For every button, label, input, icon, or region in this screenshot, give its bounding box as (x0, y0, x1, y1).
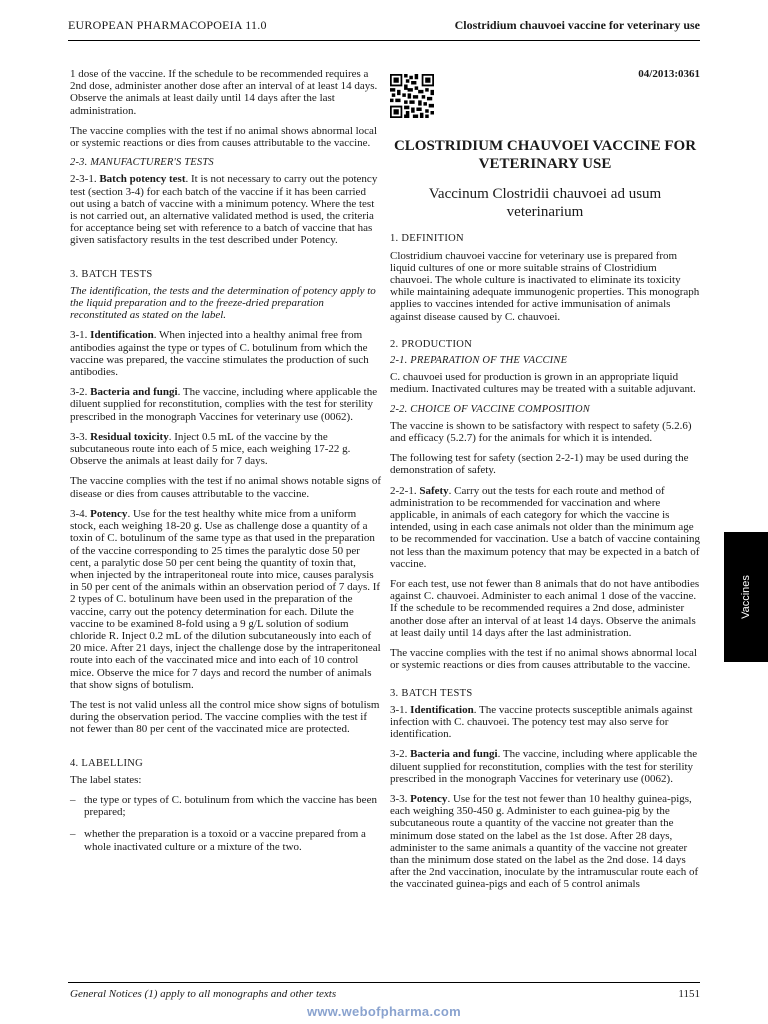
section-heading: 4. LABELLING (70, 757, 144, 769)
header-rule (68, 40, 700, 41)
page-number: 1151 (678, 988, 700, 1000)
monograph-reference: 04/2013:0361 (638, 68, 700, 80)
paragraph: 3-4. Potency. Use for the test healthy white mice from a uniform stock, each weighing 18-20 g. Use as challenge dose a quantity of a toxin of C. botulinum of the same type as that used in the preparation of the vaccine corresponding to 25 times the paralytic dose 50 per cent, a paralytic dose 50 per cent being the quantity of toxin that, when injected by the intraperitoneal route into mice, causes paralysis in 50 per cent of the animals within an observation period of 7 days. If 2 types of C. botulinum have been used in the preparation of the vaccine, carry out the potency determination for each. Dilute the vaccine to be examined 8-fold using a 9 g/L solution of sodium chloride R. Inject 0.2 mL of the dilution subcutaneously into each of 20 mice. After 21 days, inject the challenge dose by the intraperitoneal route into each of the vaccinated mice and into each of 10 control mice. Observe the mice for 7 days and record the number of animals that show signs of botulism. (70, 507, 381, 691)
section-heading: 1. DEFINITION (390, 233, 464, 245)
test-heading: Identification (90, 329, 154, 342)
test-heading: Identification (410, 703, 474, 716)
qr-code-icon (390, 74, 434, 118)
test-heading: Potency (410, 792, 448, 805)
paragraph: The test is not valid unless all the control mice show signs of botulism during the observation period. The vaccine complies with the test if not fewer than 80 per cent of the vaccinated mice are protected. (70, 698, 380, 736)
paragraph: 2-3-1. Batch potency test. It is not necessary to carry out the potency test (section 3-4) for each batch of the vaccine if it has been carried out using a batch of vaccine with a minimum potency. Where the test is not carried out, an alternative validated method is used, the criteria for acceptance being set with reference to a batch of vaccine that has given satisfactory results in the test described under Potency. (70, 173, 378, 247)
paragraph: The vaccine complies with the test if no animal shows notable signs of disease or dies from causes attributable to the vaccine. (70, 475, 381, 500)
paragraph: 1 dose of the vaccine. If the schedule to be recommended requires a 2nd dose, administer another dose after an interval of at least 14 days. Observe the animals at least daily until 14 days after the last administration. (70, 68, 378, 117)
paragraph: 2-2-1. Safety. Carry out the tests for each route and method of administration to be recommended for vaccination and where applicable, in animals of each category for which the vaccine is intended, using in each case animals not older than the minimum age to be recommended for vaccination. Use a batch of vaccine containing not less than the maximum potency that may be expected in a batch of vaccine. (390, 484, 701, 570)
section-heading: 3. BATCH TESTS (70, 268, 153, 280)
section-tab-label: Vaccines (740, 575, 752, 619)
test-heading: Potency (90, 507, 128, 520)
test-heading: Bacteria and fungi (90, 386, 178, 399)
paragraph: 3-2. Bacteria and fungi. The vaccine, including where applicable the diluent supplied for reconstitution, complies with the test for sterility prescribed in the monograph Vaccines for veterinary use (0062). (390, 748, 698, 785)
paragraph: The identification, the tests and the determination of potency apply to the liquid preparation and to the freeze-dried preparation reconstituted as stated on the label. (70, 284, 376, 322)
running-header (68, 14, 700, 38)
test-heading: Safety (419, 484, 449, 497)
footer-note: General Notices (1) apply to all monographs and other texts (70, 988, 337, 1000)
paragraph: Clostridium chauvoei vaccine for veterinary use is prepared from liquid cultures of one or more suitable strains of Clostridium chauvoei. The whole culture is inactivated to eliminate its toxicity while maintaining adequate immunogenic properties. This monograph applies to vaccines intended for active immunisation of animals against disease caused by C. chauvoei. (390, 249, 700, 323)
paragraph: 3-1. Identification. When injected into a healthy animal free from antibodies against the type or types of C. botulinum from which the vaccine was prepared, the vaccine stimulates the production of such antibodies. (70, 329, 369, 379)
test-heading: Residual toxicity (90, 430, 169, 443)
paragraph: The vaccine complies with the test if no animal shows abnormal local or systemic reactions or dies from causes attributable to the vaccine. (390, 647, 697, 672)
section-heading: 3. BATCH TESTS (390, 687, 473, 699)
section-heading: 2-1. PREPARATION OF THE VACCINE (390, 355, 568, 367)
section-heading: 2-3. MANUFACTURER'S TESTS (70, 157, 214, 169)
section-heading: 2-2. CHOICE OF VACCINE COMPOSITION (390, 403, 590, 415)
header-publication: EUROPEAN PHARMACOPOEIA 11.0 (68, 18, 267, 32)
footer-rule (68, 982, 700, 983)
paragraph: 3-3. Residual toxicity. Inject 0.5 mL of the vaccine by the subcutaneous route into each of 5 mice, each weighing 17-22 g. Observe the animals at least daily for 7 days. (70, 430, 351, 468)
monograph-title: CLOSTRIDIUM CHAUVOEI VACCINE FOR VETERINARY USE (393, 138, 697, 173)
list-item: – the type or types of C. botulinum from which the vaccine has been prepared; (70, 793, 377, 819)
paragraph: The label states: (70, 773, 142, 786)
header-monograph-title: Clostridium chauvoei vaccine for veterinary use (454, 18, 700, 32)
test-heading: Batch potency test (99, 173, 186, 186)
list-item: – whether the preparation is a toxoid or a vaccine prepared from a whole inactivated culture or a mixture of the two. (70, 828, 366, 853)
section-tab (724, 532, 768, 662)
test-heading: Bacteria and fungi (410, 748, 498, 761)
paragraph: The vaccine is shown to be satisfactory with respect to safety (5.2.6) and efficacy (5.2.7) for the animals for which it is intended. (390, 419, 692, 445)
paragraph: The vaccine complies with the test if no animal shows abnormal local or systemic reactions or dies from causes attributable to the vaccine. (70, 124, 377, 150)
right-column (390, 68, 700, 899)
paragraph: The following test for safety (section 2-2-1) may be used during the demonstration of safety. (390, 452, 689, 477)
paragraph: 3-3. Potency. Use for the test not fewer than 10 healthy guinea-pigs, each weighing 350-450 g. Administer to each guinea-pig by the subcutaneous route a quantity of the vaccine not greater than the minimum dose stated on the label as the 1st dose. After 28 days, administer to the same animals a quantity of the vaccine not greater than the minimum dose stated on the label as the 2nd dose. 14 days after the 2nd vaccination, inoculate by the intramuscular route each of the vaccinated guinea-pigs and each of 5 control animals (390, 792, 699, 891)
paragraph: C. chauvoei used for production is grown in an appropriate liquid medium. Inactivated cultures may be treated with a suitable adjuvant. (390, 371, 696, 396)
watermark-link[interactable]: www.webofpharma.com (306, 1004, 462, 1019)
paragraph: 3-2. Bacteria and fungi. The vaccine, including where applicable the diluent supplied for reconstitution, complies with the test for sterility prescribed in the monograph Vaccines for veterinary use (0062). (70, 386, 378, 423)
monograph-latin-title: Vaccinum Clostridii chauvoei ad usum veterinarium (428, 186, 662, 221)
left-column (70, 68, 382, 863)
paragraph: For each test, use not fewer than 8 animals that do not have antibodies against C. chauvoei. Administer to each animal 1 dose of the vaccine. If the schedule to be recommended requires a 2nd dose, administer another dose after an interval of at least 14 days. Observe the animals at least daily until 14 days after the last administration. (390, 578, 700, 639)
section-heading: 2. PRODUCTION (390, 338, 473, 350)
paragraph: 3-1. Identification. The vaccine protects susceptible animals against infection with C. chauvoei. The potency test may also serve for identification. (390, 703, 693, 741)
